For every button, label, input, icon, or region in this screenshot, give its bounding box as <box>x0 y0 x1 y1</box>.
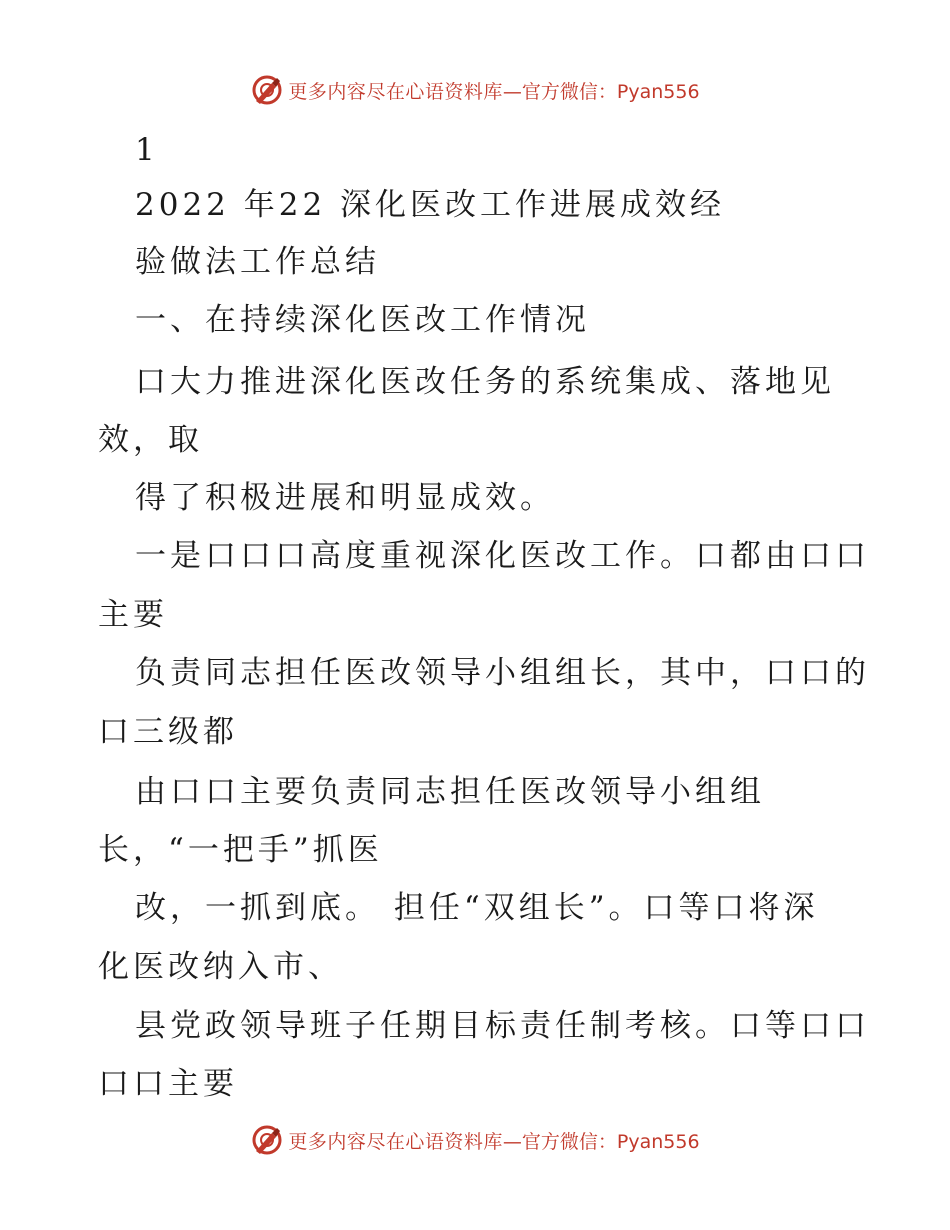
wechat-id: 官方微信：Pyan556 <box>521 1130 700 1153</box>
text-line: 改，一抓到底。 担任“双组长”。口等口将深 <box>135 890 819 926</box>
brand-text: 更多内容尽在心语资料库 <box>288 1130 503 1153</box>
text-line: 主要 <box>98 597 168 633</box>
pen-logo-icon <box>250 73 284 107</box>
wechat-id: 官方微信：Pyan556 <box>521 80 700 103</box>
doc-title-line-2: 验做法工作总结 <box>135 244 380 280</box>
doc-title-line-1: 2022 年22 深化医改工作进展成效经 <box>135 187 726 223</box>
pen-logo-icon <box>250 1123 284 1157</box>
text-line: 口三级都 <box>98 714 238 750</box>
footer-banner <box>0 1120 950 1160</box>
text-line: 负责同志担任医改领导小组组长，其中，口口的 <box>135 655 870 691</box>
contact-text <box>503 77 700 104</box>
separator: — <box>502 80 522 103</box>
text-line: 县党政领导班子任期目标责任制考核。口等口口 <box>135 1008 870 1044</box>
text-line: 长，“一把手”抓医 <box>98 832 383 868</box>
text-line: 由口口主要负责同志担任医改领导小组组 <box>135 774 765 810</box>
page-number: 1 <box>135 132 159 168</box>
text-line: 口大力推进深化医改任务的系统集成、落地见 <box>135 364 835 400</box>
text-line: 效，取 <box>98 422 203 458</box>
header-banner <box>0 70 950 110</box>
section-heading: 一、在持续深化医改工作情况 <box>135 302 590 338</box>
text-line: 一是口口口高度重视深化医改工作。口都由口口 <box>135 538 870 574</box>
separator: — <box>502 1130 522 1153</box>
text-line: 口口主要 <box>98 1066 238 1102</box>
text-line: 得了积极进展和明显成效。 <box>135 480 555 516</box>
text-line: 化医改纳入市、 <box>98 949 343 985</box>
brand-text: 更多内容尽在心语资料库 <box>288 80 503 103</box>
contact-text <box>503 1127 700 1154</box>
